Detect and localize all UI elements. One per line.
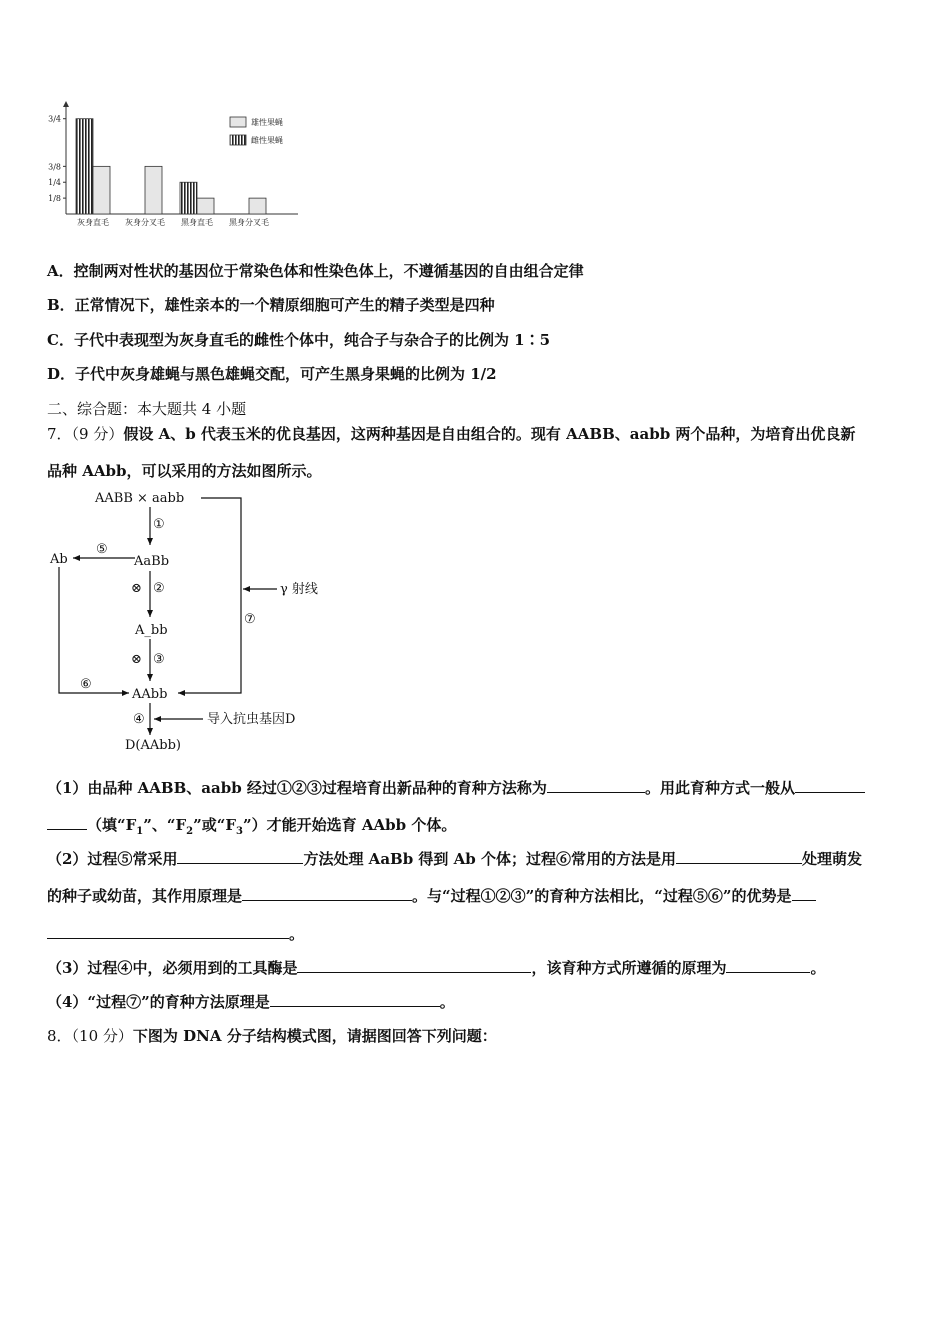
q7-p4-text-a: （4）“过程⑦”的育种方法原理是	[47, 993, 270, 1011]
label-aabb-target: AAbb	[132, 687, 168, 702]
label-step4: ④	[133, 712, 145, 727]
q7-p2-text-a: （2）过程⑤常采用	[47, 850, 178, 868]
option-d: D．子代中灰身雄蝇与黑色雄蝇交配，可产生黑身果蝇的比例为 1/2	[47, 365, 497, 383]
bar	[93, 166, 110, 214]
q7-part2-line1	[47, 849, 862, 869]
q7-part3	[47, 958, 825, 978]
x-tick-label: 灰身分叉毛	[125, 218, 165, 227]
q7-p2-text-e: 。与“过程①②③”的育种方法相比，“过程⑤⑥”的优势是	[412, 887, 792, 905]
y-axis-arrow	[63, 101, 69, 107]
label-d: D(AAbb)	[125, 738, 181, 753]
answer-blank-4[interactable]	[676, 849, 802, 864]
answer-blank-7[interactable]	[297, 958, 531, 973]
q8-stem	[47, 1026, 497, 1046]
label-aabb-f1: AaBb	[134, 554, 170, 569]
label-self1: ⊗	[131, 581, 142, 596]
option-c: C．子代中表现型为灰身直毛的雌性个体中，纯合子与杂合子的比例为 1∶5	[47, 331, 551, 349]
q7-p1-text-c: （填“F	[87, 816, 137, 834]
q7-number: 7．（9 分）	[47, 425, 124, 443]
bar	[76, 119, 93, 214]
label-import-gene: 导入抗虫基因D	[207, 712, 296, 727]
label-step6: ⑥	[80, 677, 92, 692]
q7-p3-text-a: （3）过程④中，必须用到的工具酶是	[47, 959, 298, 977]
y-tick-label: 3/8	[48, 162, 61, 172]
label-step7: ⑦	[244, 612, 256, 627]
x-tick-label: 黑身直毛	[181, 218, 213, 227]
subscript-1: 1	[136, 826, 144, 837]
q7-stem-line2: 品种 AAbb，可以采用的方法如图所示。	[47, 462, 322, 480]
q7-p1-text-f: ”）才能开始选育 AAbb 个体。	[243, 816, 457, 834]
q7-p1-text-a: （1）由品种 AABB、aabb 经过①②③过程培育出新品种的育种方法称为	[47, 779, 547, 797]
bar	[180, 182, 197, 214]
legend-label: 雌性果蝇	[251, 136, 283, 145]
label-cross: AABB × aabb	[95, 491, 185, 506]
answer-blank-6a[interactable]	[792, 886, 816, 901]
q7-part4	[47, 992, 455, 1012]
x-tick-label: 灰身直毛	[77, 218, 109, 227]
q7-p2-text-f: 。	[289, 925, 305, 943]
q8-stem-text: 下图为 DNA 分子结构模式图，请据图回答下列问题：	[132, 1027, 497, 1045]
option-a: A．控制两对性状的基因位于常染色体和性染色体上，不遵循基因的自由组合定律	[47, 262, 584, 280]
q7-stem-line1	[47, 424, 855, 444]
answer-blank-2a[interactable]	[795, 778, 865, 793]
x-tick-label: 黑身分叉毛	[229, 218, 269, 227]
q7-p2-text-b: 方法处理 AaBb 得到 Ab 个体；过程⑥常用的方法是用	[303, 850, 676, 868]
subscript-3: 3	[236, 826, 243, 837]
bar	[145, 166, 162, 214]
y-tick-label: 1/8	[48, 194, 61, 204]
answer-blank-2b[interactable]	[47, 815, 87, 830]
q7-p4-text-b: 。	[439, 993, 455, 1011]
q7-part2-line2	[47, 886, 816, 906]
option-b: B．正常情况下，雄性亲本的一个精原细胞可产生的精子类型是四种	[47, 296, 495, 314]
q7-p3-text-b: ，该育种方式所遵循的原理为	[531, 959, 727, 977]
q7-part1-line1	[47, 778, 865, 798]
breeding-diagram	[45, 485, 345, 760]
answer-blank-9[interactable]	[270, 992, 440, 1007]
answer-blank-6b[interactable]	[47, 924, 289, 939]
legend-swatch	[230, 117, 246, 127]
answer-blank-3[interactable]	[177, 849, 303, 864]
label-step1: ①	[153, 517, 165, 532]
bar	[197, 198, 214, 214]
q7-part2-line3	[47, 924, 304, 944]
q7-p2-text-d: 的种子或幼苗，其作用原理是	[47, 887, 243, 905]
q7-p2-text-c: 处理萌发	[802, 850, 863, 868]
subscript-2: 2	[186, 826, 194, 837]
arrow-step6	[59, 567, 129, 693]
q7-p3-text-c: 。	[810, 959, 826, 977]
bar-chart	[40, 100, 310, 230]
bar	[249, 198, 266, 214]
section-heading: 二、综合题：本大题共 4 小题	[47, 400, 247, 418]
q7-p1-text-e: ”或“F	[193, 816, 237, 834]
y-tick-label: 3/4	[48, 114, 61, 124]
q7-p1-text-d: ”、“F	[143, 816, 187, 834]
legend-swatch	[230, 135, 246, 145]
q7-p1-text-b: 。用此育种方式一般从	[644, 779, 795, 797]
label-gamma: γ 射线	[280, 582, 318, 597]
label-a-bb: A_bb	[135, 623, 168, 638]
answer-blank-5[interactable]	[242, 886, 412, 901]
arrow-step7	[178, 498, 241, 693]
label-self2: ⊗	[131, 652, 142, 667]
legend-label: 雄性果蝇	[251, 118, 283, 127]
answer-blank-1[interactable]	[547, 778, 645, 793]
y-tick-label: 1/4	[48, 178, 61, 188]
q8-number: 8．（10 分）	[47, 1027, 133, 1045]
answer-blank-8[interactable]	[726, 958, 810, 973]
label-step3: ③	[153, 652, 165, 667]
label-step5: ⑤	[96, 542, 108, 557]
q7-stem1: 假设 A、b 代表玉米的优良基因，这两种基因是自由组合的。现有 AABB、aabb 两个品种，为培育出优良新	[123, 425, 856, 443]
label-step2: ②	[153, 581, 165, 596]
q7-part1-line2	[47, 815, 456, 842]
label-ab: Ab	[50, 552, 68, 567]
